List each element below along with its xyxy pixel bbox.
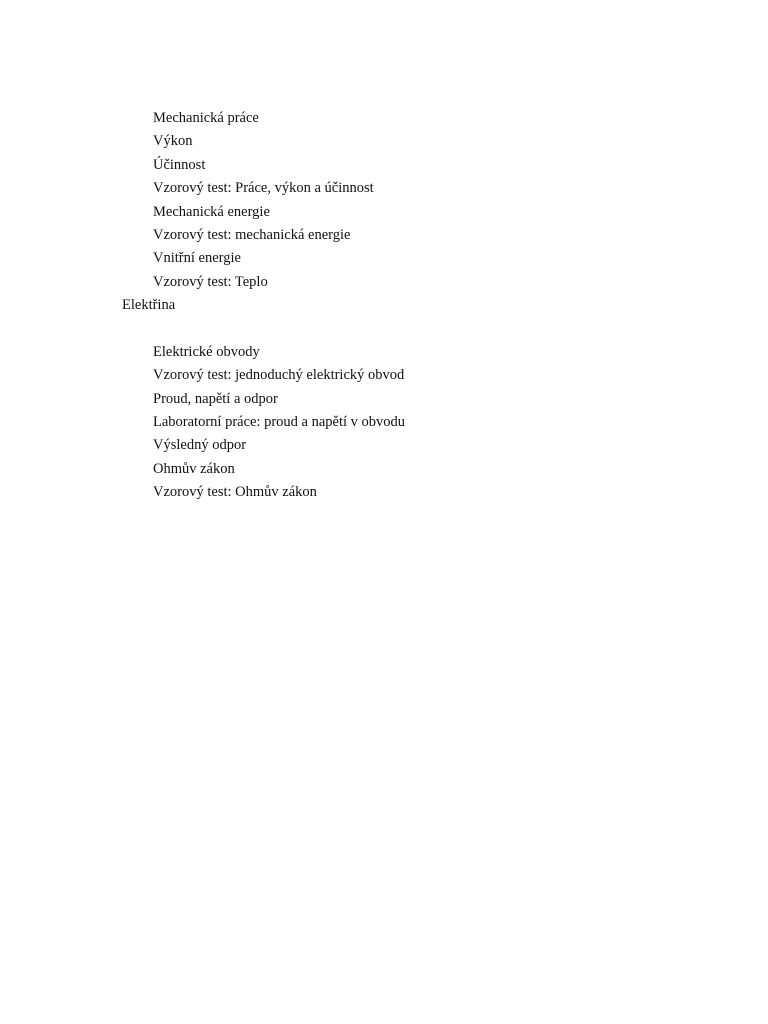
list-item: Vzorový test: Ohmův zákon xyxy=(153,484,317,501)
list-item: Mechanická energie xyxy=(153,203,270,220)
list-item: Vzorový test: Teplo xyxy=(153,273,268,290)
section-electricity xyxy=(0,294,768,505)
spacer xyxy=(0,317,768,340)
section-heading: Elektřina xyxy=(122,297,176,313)
list-item: Ohmův zákon xyxy=(153,460,235,477)
list-item: Vnitřní energie xyxy=(153,250,241,267)
list-item: Vzorový test: Práce, výkon a účinnost xyxy=(153,180,374,197)
list-item: Proud, napětí a odpor xyxy=(153,390,278,407)
list-item: Výkon xyxy=(153,133,193,150)
list-item: Mechanická práce xyxy=(153,110,259,126)
list-item: Vzorový test: mechanická energie xyxy=(153,226,351,243)
list-item: Vzorový test: jednoduchý elektrický obvod xyxy=(153,367,405,384)
section-mechanics-list xyxy=(0,107,768,294)
list-item: Výsledný odpor xyxy=(153,437,247,454)
list-item: Elektrické obvody xyxy=(153,343,260,360)
list-item: Laboratorní práce: proud a napětí v obvodu xyxy=(153,413,406,430)
list-item: Účinnost xyxy=(153,156,206,173)
topic-list xyxy=(0,107,768,294)
topic-list xyxy=(0,341,768,505)
